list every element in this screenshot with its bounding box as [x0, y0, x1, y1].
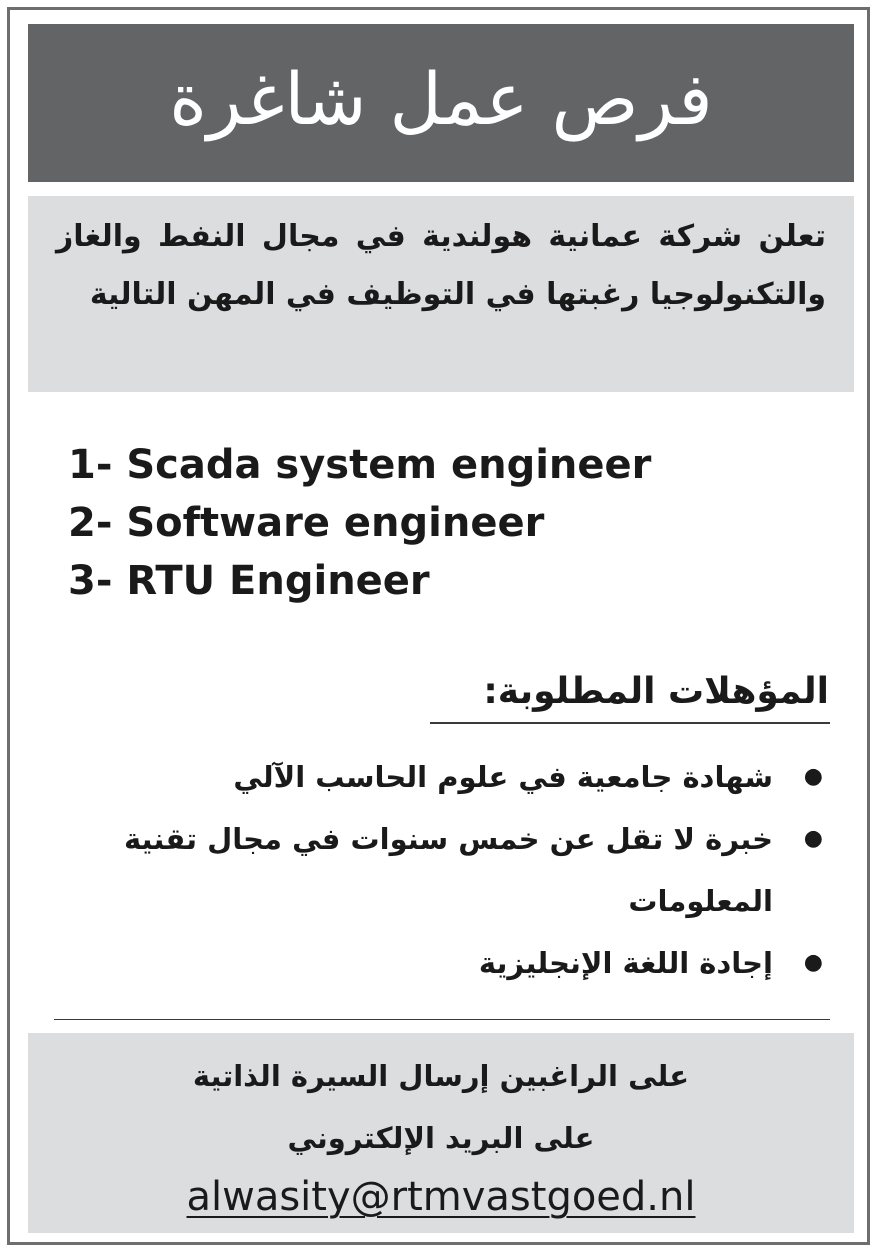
email-link[interactable]: alwasity@rtmvastgoed.nl [186, 1174, 696, 1220]
qualification-item [109, 746, 829, 808]
intro-text: تعلن شركة عمانية هولندية في مجال النفط والغاز والتكنولوجيا رغبتها في التوظيف في المهن التالية [56, 219, 826, 312]
bullet-icon: ● [803, 764, 823, 789]
footer-line-cv: على الراغبين إرسال السيرة الذاتية [192, 1059, 690, 1093]
bullet-icon: ● [803, 826, 823, 851]
footer-box [28, 1033, 854, 1233]
qualification-text: خبرة لا تقل عن خمس سنوات في مجال تقنية المعلومات [123, 822, 773, 918]
job-item: 2- Software engineer [68, 500, 545, 546]
qualification-item [109, 808, 829, 932]
job-list [68, 436, 828, 610]
title-banner [28, 24, 854, 182]
qualifications-heading: المؤهلات المطلوبة: [483, 671, 829, 712]
qualification-text: إجادة اللغة الإنجليزية [478, 946, 773, 980]
bullet-icon: ● [803, 950, 823, 975]
job-item: 3- RTU Engineer [68, 558, 430, 604]
divider [54, 1019, 830, 1020]
page-title: فرص عمل شاغرة [169, 57, 713, 141]
intro-box [28, 196, 854, 392]
heading-underline [430, 722, 830, 724]
qualification-item [109, 932, 829, 994]
job-item: 1- Scada system engineer [68, 442, 652, 488]
qualifications-list [109, 746, 829, 994]
footer-line-email-label: على البريد الإلكتروني [287, 1121, 595, 1155]
qualification-text: شهادة جامعية في علوم الحاسب الآلي [233, 760, 773, 794]
